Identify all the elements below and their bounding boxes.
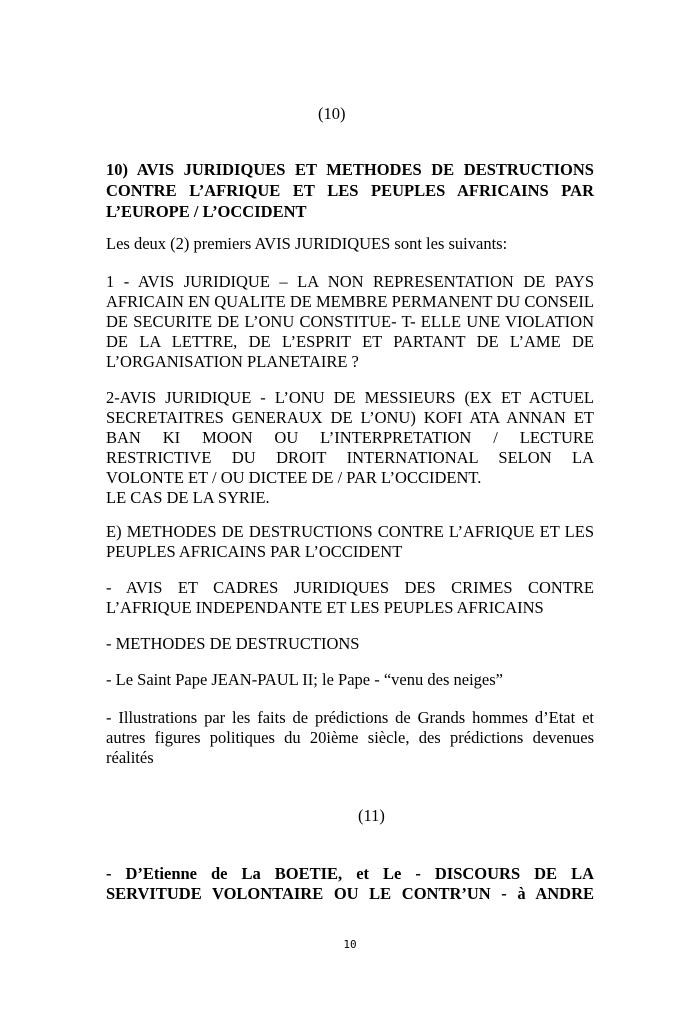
avis2-line-2: SECRETAITRES GENERAUX DE L’ONU) KOFI ATA ANNAN ET	[106, 408, 594, 427]
avis1-line-1: 1 - AVIS JURIDIQUE – LA NON REPRESENTATION DE PAYS	[106, 272, 594, 291]
section-10-heading-line-2: CONTRE L’AFRIQUE ET LES PEUPLES AFRICAINS PAR	[106, 181, 594, 200]
avis2-line-6: LE CAS DE LA SYRIE.	[106, 488, 270, 507]
section-10-heading-line-1: 10) AVIS JURIDIQUES ET METHODES DE DESTRUCTIONS	[106, 160, 594, 179]
avis2-line-3: BAN KI MOON OU L’INTERPRETATION / LECTURE	[106, 428, 594, 447]
illustrations-line-2: autres figures politiques du 20ième siècle, des prédictions devenues	[106, 728, 594, 747]
page-number: 10	[343, 938, 357, 951]
pape-paragraph: - Le Saint Pape JEAN-PAUL II; le Pape - “venu des neiges”	[106, 670, 503, 689]
avis2-line-5: VOLONTE ET / OU DICTEE DE / PAR L’OCCIDENT.	[106, 468, 482, 487]
illustrations-line-1: - Illustrations par les faits de prédictions de Grands hommes d’Etat et	[106, 708, 594, 727]
methodes-destructions: - METHODES DE DESTRUCTIONS	[106, 634, 360, 653]
methodes-line-1: E) METHODES DE DESTRUCTIONS CONTRE L’AFRIQUE ET LES	[106, 522, 594, 541]
illustrations-line-3: réalités	[106, 748, 154, 767]
section-11-heading-line-2: SERVITUDE VOLONTAIRE OU LE CONTR’UN - à ANDRE	[106, 884, 594, 903]
avis2-line-4: RESTRICTIVE DU DROIT INTERNATIONAL SELON LA	[106, 448, 594, 467]
intro-paragraph: Les deux (2) premiers AVIS JURIDIQUES sont les suivants:	[106, 234, 508, 253]
avis1-line-4: DE LA LETTRE, DE L’ESPRIT ET PARTANT DE L’AME DE	[106, 332, 594, 351]
cadres-line-1: - AVIS ET CADRES JURIDIQUES DES CRIMES CONTRE	[106, 578, 594, 597]
section-10-heading-line-3: L’EUROPE / L’OCCIDENT	[106, 202, 307, 221]
section-11-heading-line-1: - D’Etienne de La BOETIE, et Le - DISCOURS DE LA	[106, 864, 594, 883]
methodes-line-2: PEUPLES AFRICAINS PAR L’OCCIDENT	[106, 542, 403, 561]
cadres-line-2: L’AFRIQUE INDEPENDANTE ET LES PEUPLES AFRICAINS	[106, 598, 544, 617]
avis1-line-5: L’ORGANISATION PLANETAIRE ?	[106, 352, 359, 371]
section-number-10: (10)	[318, 104, 346, 123]
section-number-11: (11)	[358, 806, 385, 825]
avis1-line-3: DE SECURITE DE L’ONU CONSTITUE- T- ELLE UNE VIOLATION	[106, 312, 594, 331]
avis1-line-2: AFRICAIN EN QUALITE DE MEMBRE PERMANENT DU CONSEIL	[106, 292, 594, 311]
avis2-line-1: 2-AVIS JURIDIQUE - L’ONU DE MESSIEURS (EX ET ACTUEL	[106, 388, 594, 407]
